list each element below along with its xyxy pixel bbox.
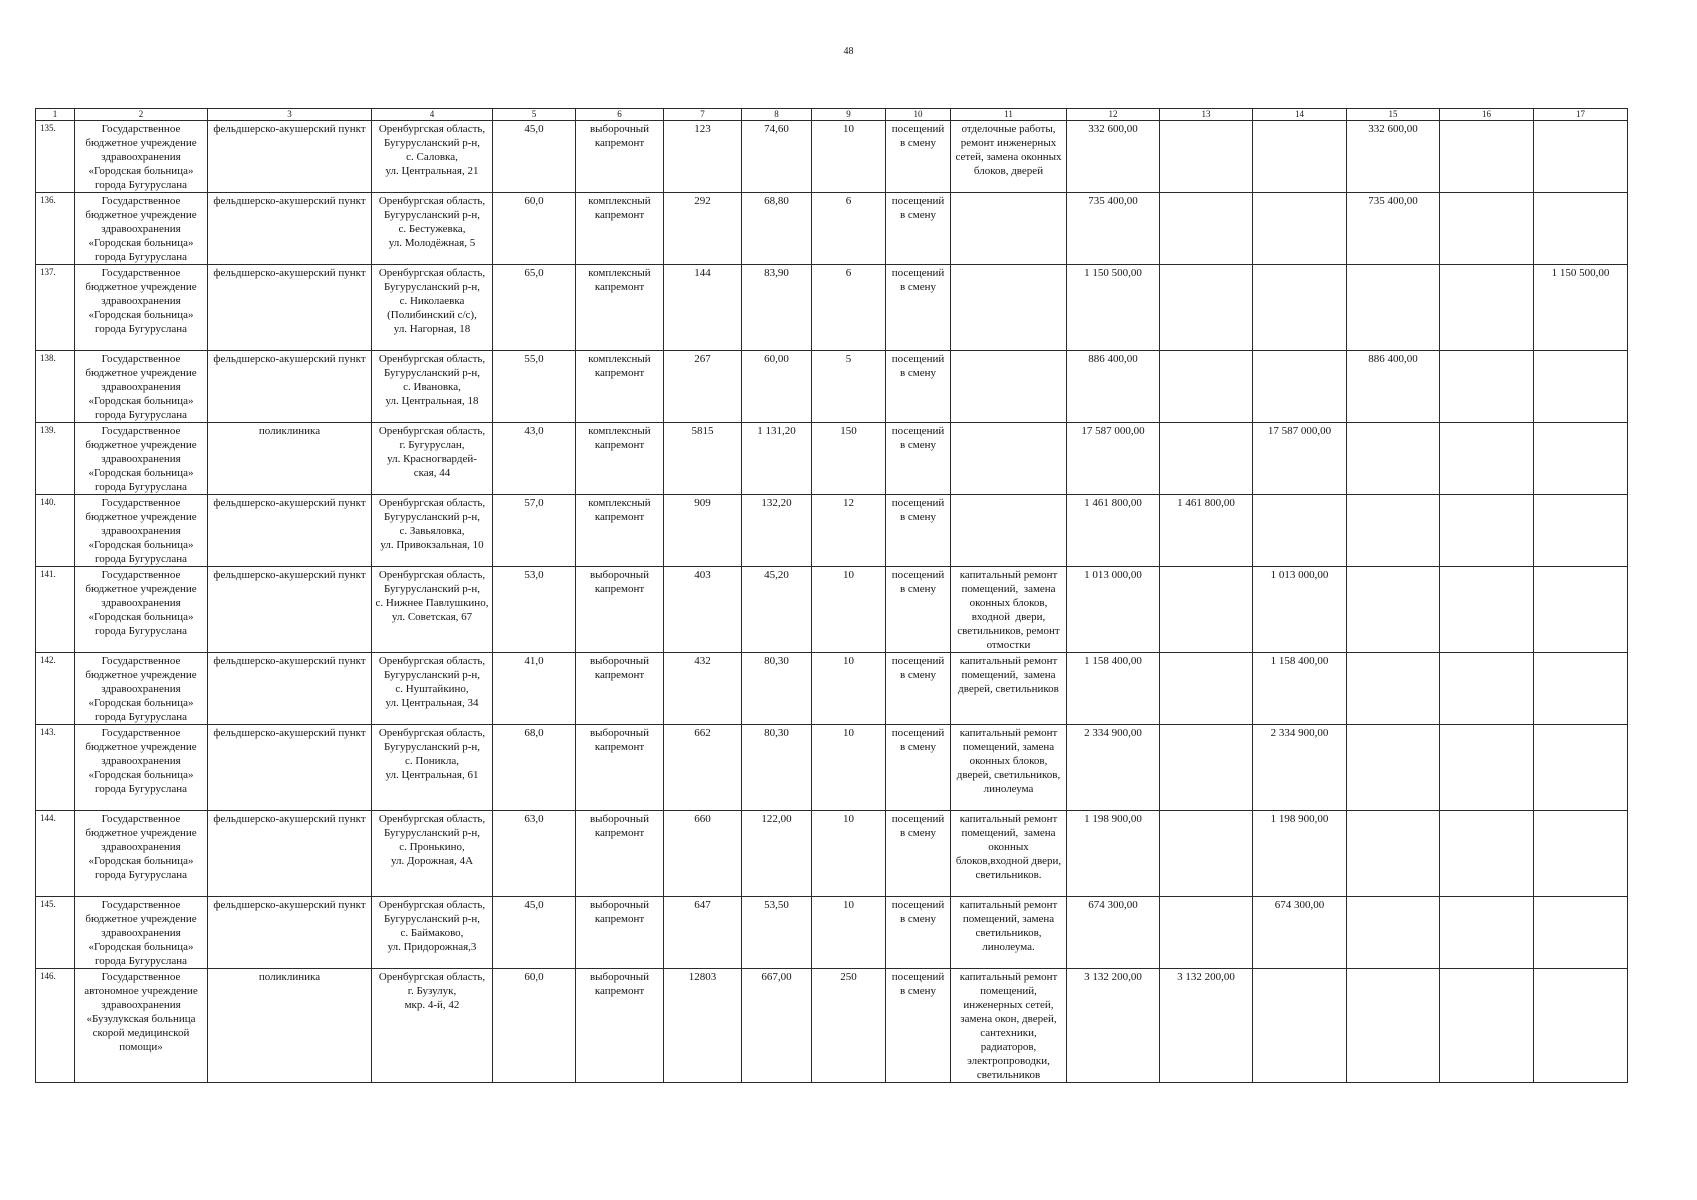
unit-cell: посещений в смену: [886, 193, 951, 265]
col7-value-cell: 292: [664, 193, 742, 265]
col13-amount-cell: [1160, 725, 1253, 811]
col9-value-cell: 150: [812, 423, 886, 495]
col15-amount-cell: [1347, 897, 1440, 969]
institution-cell: Государственное бюджетное учреждение здравоохранения «Городская больница» города Бугуруслана: [75, 725, 208, 811]
row-number-cell: 139.: [36, 423, 75, 495]
facility-type-cell: фельдшерско-акушерский пункт: [208, 495, 372, 567]
col8-value-cell: 53,50: [742, 897, 812, 969]
repair-type-cell: выборочный капремонт: [576, 653, 664, 725]
works-description-cell: [951, 495, 1067, 567]
column-number-header: 5: [493, 109, 576, 121]
column-number-header: 4: [372, 109, 493, 121]
institution-cell: Государственное бюджетное учреждение здравоохранения «Городская больница» города Бугуруслана: [75, 495, 208, 567]
col14-amount-cell: 674 300,00: [1253, 897, 1347, 969]
col14-amount-cell: [1253, 193, 1347, 265]
institution-cell: Государственное бюджетное учреждение здравоохранения «Городская больница» города Бугуруслана: [75, 653, 208, 725]
col7-value-cell: 660: [664, 811, 742, 897]
works-description-cell: капитальный ремонт помещений, замена оконных блоков, входной двери, светильников, ремонт отмостки: [951, 567, 1067, 653]
col16-amount-cell: [1440, 811, 1534, 897]
col8-value-cell: 667,00: [742, 969, 812, 1083]
col13-amount-cell: [1160, 351, 1253, 423]
table-row: [36, 265, 1628, 351]
total-amount-cell: 17 587 000,00: [1067, 423, 1160, 495]
table-row: [36, 567, 1628, 653]
repair-type-cell: комплексный капремонт: [576, 495, 664, 567]
address-cell: Оренбургская область, Бугурусланский р-н, с. Ивановка, ул. Центральная, 18: [372, 351, 493, 423]
row-number-cell: 145.: [36, 897, 75, 969]
col14-amount-cell: [1253, 495, 1347, 567]
row-number-cell: 140.: [36, 495, 75, 567]
col13-amount-cell: [1160, 193, 1253, 265]
col17-amount-cell: [1534, 969, 1628, 1083]
col13-amount-cell: [1160, 121, 1253, 193]
col8-value-cell: 80,30: [742, 653, 812, 725]
unit-cell: посещений в смену: [886, 653, 951, 725]
col5-value-cell: 60,0: [493, 969, 576, 1083]
total-amount-cell: 1 158 400,00: [1067, 653, 1160, 725]
address-cell: Оренбургская область, г. Бузулук, мкр. 4-й, 42: [372, 969, 493, 1083]
works-description-cell: капитальный ремонт помещений, замена оконных блоков, дверей, светильников, линолеума: [951, 725, 1067, 811]
col9-value-cell: 250: [812, 969, 886, 1083]
col14-amount-cell: 1 158 400,00: [1253, 653, 1347, 725]
column-number-header: 10: [886, 109, 951, 121]
repair-type-cell: выборочный капремонт: [576, 897, 664, 969]
column-number-header: 13: [1160, 109, 1253, 121]
col8-value-cell: 132,20: [742, 495, 812, 567]
row-number-cell: 135.: [36, 121, 75, 193]
col7-value-cell: 12803: [664, 969, 742, 1083]
col14-amount-cell: 1 198 900,00: [1253, 811, 1347, 897]
col17-amount-cell: [1534, 567, 1628, 653]
table-row: [36, 193, 1628, 265]
col5-value-cell: 60,0: [493, 193, 576, 265]
col5-value-cell: 63,0: [493, 811, 576, 897]
col13-amount-cell: 1 461 800,00: [1160, 495, 1253, 567]
unit-cell: посещений в смену: [886, 495, 951, 567]
works-description-cell: капитальный ремонт помещений, инженерных сетей, замена окон, дверей, сантехники, радиаторов, электропроводки, светильников: [951, 969, 1067, 1083]
col9-value-cell: 10: [812, 121, 886, 193]
row-number-cell: 141.: [36, 567, 75, 653]
col17-amount-cell: [1534, 351, 1628, 423]
col9-value-cell: 10: [812, 897, 886, 969]
table-row: [36, 653, 1628, 725]
col15-amount-cell: [1347, 969, 1440, 1083]
repair-type-cell: выборочный капремонт: [576, 969, 664, 1083]
facility-type-cell: фельдшерско-акушерский пункт: [208, 653, 372, 725]
col13-amount-cell: 3 132 200,00: [1160, 969, 1253, 1083]
total-amount-cell: 735 400,00: [1067, 193, 1160, 265]
total-amount-cell: 3 132 200,00: [1067, 969, 1160, 1083]
col17-amount-cell: [1534, 121, 1628, 193]
col5-value-cell: 43,0: [493, 423, 576, 495]
address-cell: Оренбургская область, г. Бугуруслан, ул. Красногвардей- ская, 44: [372, 423, 493, 495]
row-number-cell: 138.: [36, 351, 75, 423]
repair-type-cell: комплексный капремонт: [576, 193, 664, 265]
col9-value-cell: 10: [812, 811, 886, 897]
col7-value-cell: 144: [664, 265, 742, 351]
col16-amount-cell: [1440, 121, 1534, 193]
col13-amount-cell: [1160, 265, 1253, 351]
column-number-header: 7: [664, 109, 742, 121]
repair-type-cell: выборочный капремонт: [576, 725, 664, 811]
table-row: [36, 811, 1628, 897]
works-description-cell: [951, 193, 1067, 265]
unit-cell: посещений в смену: [886, 811, 951, 897]
col13-amount-cell: [1160, 567, 1253, 653]
col15-amount-cell: [1347, 811, 1440, 897]
address-cell: Оренбургская область, Бугурусланский р-н, с. Баймаково, ул. Придорожная,3: [372, 897, 493, 969]
col8-value-cell: 83,90: [742, 265, 812, 351]
facility-type-cell: фельдшерско-акушерский пункт: [208, 351, 372, 423]
col8-value-cell: 45,20: [742, 567, 812, 653]
col8-value-cell: 60,00: [742, 351, 812, 423]
col7-value-cell: 123: [664, 121, 742, 193]
col14-amount-cell: 1 013 000,00: [1253, 567, 1347, 653]
unit-cell: посещений в смену: [886, 567, 951, 653]
works-description-cell: капитальный ремонт помещений, замена оконных блоков,входной двери, светильников.: [951, 811, 1067, 897]
col16-amount-cell: [1440, 725, 1534, 811]
col17-amount-cell: [1534, 423, 1628, 495]
col9-value-cell: 6: [812, 193, 886, 265]
column-number-row: [36, 109, 1628, 121]
institution-cell: Государственное бюджетное учреждение здравоохранения «Городская больница» города Бугуруслана: [75, 897, 208, 969]
repair-type-cell: выборочный капремонт: [576, 811, 664, 897]
column-number-header: 8: [742, 109, 812, 121]
institution-cell: Государственное бюджетное учреждение здравоохранения «Городская больница» города Бугуруслана: [75, 193, 208, 265]
column-number-header: 16: [1440, 109, 1534, 121]
row-number-cell: 136.: [36, 193, 75, 265]
col17-amount-cell: [1534, 897, 1628, 969]
col14-amount-cell: 17 587 000,00: [1253, 423, 1347, 495]
unit-cell: посещений в смену: [886, 351, 951, 423]
col17-amount-cell: [1534, 495, 1628, 567]
col15-amount-cell: [1347, 725, 1440, 811]
col15-amount-cell: 332 600,00: [1347, 121, 1440, 193]
total-amount-cell: 1 461 800,00: [1067, 495, 1160, 567]
col8-value-cell: 80,30: [742, 725, 812, 811]
facility-type-cell: фельдшерско-акушерский пункт: [208, 725, 372, 811]
facility-type-cell: фельдшерско-акушерский пункт: [208, 897, 372, 969]
table-row: [36, 121, 1628, 193]
column-number-header: 14: [1253, 109, 1347, 121]
col15-amount-cell: [1347, 653, 1440, 725]
col7-value-cell: 403: [664, 567, 742, 653]
col16-amount-cell: [1440, 897, 1534, 969]
works-description-cell: [951, 423, 1067, 495]
col7-value-cell: 662: [664, 725, 742, 811]
column-number-header: 1: [36, 109, 75, 121]
col14-amount-cell: [1253, 351, 1347, 423]
col5-value-cell: 41,0: [493, 653, 576, 725]
row-number-cell: 146.: [36, 969, 75, 1083]
col5-value-cell: 65,0: [493, 265, 576, 351]
table-row: [36, 969, 1628, 1083]
col9-value-cell: 10: [812, 725, 886, 811]
col17-amount-cell: [1534, 193, 1628, 265]
col7-value-cell: 5815: [664, 423, 742, 495]
institution-cell: Государственное бюджетное учреждение здравоохранения «Городская больница» города Бугуруслана: [75, 351, 208, 423]
page-number: 48: [843, 46, 854, 57]
column-number-header: 2: [75, 109, 208, 121]
col14-amount-cell: [1253, 265, 1347, 351]
unit-cell: посещений в смену: [886, 897, 951, 969]
col9-value-cell: 5: [812, 351, 886, 423]
works-description-cell: капитальный ремонт помещений, замена светильников, линолеума.: [951, 897, 1067, 969]
col5-value-cell: 57,0: [493, 495, 576, 567]
address-cell: Оренбургская область, Бугурусланский р-н, с. Бестужевка, ул. Молодёжная, 5: [372, 193, 493, 265]
row-number-cell: 137.: [36, 265, 75, 351]
col7-value-cell: 267: [664, 351, 742, 423]
address-cell: Оренбургская область, Бугурусланский р-н, с. Завьяловка, ул. Привокзальная, 10: [372, 495, 493, 567]
institution-cell: Государственное бюджетное учреждение здравоохранения «Городская больница» города Бугуруслана: [75, 567, 208, 653]
column-number-header: 6: [576, 109, 664, 121]
facility-type-cell: фельдшерско-акушерский пункт: [208, 567, 372, 653]
total-amount-cell: 1 013 000,00: [1067, 567, 1160, 653]
col15-amount-cell: [1347, 567, 1440, 653]
repair-type-cell: комплексный капремонт: [576, 265, 664, 351]
works-description-cell: [951, 265, 1067, 351]
total-amount-cell: 332 600,00: [1067, 121, 1160, 193]
facility-type-cell: фельдшерско-акушерский пункт: [208, 121, 372, 193]
table-row: [36, 495, 1628, 567]
col14-amount-cell: 2 334 900,00: [1253, 725, 1347, 811]
row-number-cell: 143.: [36, 725, 75, 811]
col14-amount-cell: [1253, 969, 1347, 1083]
table-header: [36, 109, 1628, 121]
col15-amount-cell: 735 400,00: [1347, 193, 1440, 265]
address-cell: Оренбургская область, Бугурусланский р-н, с. Поникла, ул. Центральная, 61: [372, 725, 493, 811]
table-row: [36, 351, 1628, 423]
col7-value-cell: 647: [664, 897, 742, 969]
col8-value-cell: 122,00: [742, 811, 812, 897]
col8-value-cell: 1 131,20: [742, 423, 812, 495]
col16-amount-cell: [1440, 495, 1534, 567]
column-number-header: 12: [1067, 109, 1160, 121]
col13-amount-cell: [1160, 653, 1253, 725]
address-cell: Оренбургская область, Бугурусланский р-н, с. Нижнее Павлушкино, ул. Советская, 67: [372, 567, 493, 653]
works-description-cell: капитальный ремонт помещений, замена дверей, светильников: [951, 653, 1067, 725]
col16-amount-cell: [1440, 193, 1534, 265]
facility-type-cell: фельдшерско-акушерский пункт: [208, 265, 372, 351]
unit-cell: посещений в смену: [886, 265, 951, 351]
col15-amount-cell: [1347, 423, 1440, 495]
col16-amount-cell: [1440, 265, 1534, 351]
table-body: [36, 121, 1628, 1083]
address-cell: Оренбургская область, Бугурусланский р-н, с. Нуштайкино, ул. Центральная, 34: [372, 653, 493, 725]
column-number-header: 9: [812, 109, 886, 121]
col8-value-cell: 74,60: [742, 121, 812, 193]
col9-value-cell: 10: [812, 567, 886, 653]
table-row: [36, 725, 1628, 811]
total-amount-cell: 2 334 900,00: [1067, 725, 1160, 811]
repair-program-table: [35, 108, 1628, 1083]
facility-type-cell: поликлиника: [208, 969, 372, 1083]
col15-amount-cell: [1347, 265, 1440, 351]
col17-amount-cell: [1534, 811, 1628, 897]
unit-cell: посещений в смену: [886, 121, 951, 193]
column-number-header: 3: [208, 109, 372, 121]
column-number-header: 17: [1534, 109, 1628, 121]
unit-cell: посещений в смену: [886, 423, 951, 495]
address-cell: Оренбургская область, Бугурусланский р-н, с. Саловка, ул. Центральная, 21: [372, 121, 493, 193]
column-number-header: 15: [1347, 109, 1440, 121]
row-number-cell: 144.: [36, 811, 75, 897]
col9-value-cell: 6: [812, 265, 886, 351]
col8-value-cell: 68,80: [742, 193, 812, 265]
column-number-header: 11: [951, 109, 1067, 121]
col13-amount-cell: [1160, 811, 1253, 897]
col13-amount-cell: [1160, 423, 1253, 495]
total-amount-cell: 886 400,00: [1067, 351, 1160, 423]
col16-amount-cell: [1440, 969, 1534, 1083]
col17-amount-cell: 1 150 500,00: [1534, 265, 1628, 351]
repair-type-cell: выборочный капремонт: [576, 567, 664, 653]
col9-value-cell: 12: [812, 495, 886, 567]
col5-value-cell: 55,0: [493, 351, 576, 423]
col17-amount-cell: [1534, 725, 1628, 811]
total-amount-cell: 1 150 500,00: [1067, 265, 1160, 351]
total-amount-cell: 674 300,00: [1067, 897, 1160, 969]
col5-value-cell: 45,0: [493, 121, 576, 193]
col5-value-cell: 45,0: [493, 897, 576, 969]
facility-type-cell: поликлиника: [208, 423, 372, 495]
col5-value-cell: 68,0: [493, 725, 576, 811]
col16-amount-cell: [1440, 423, 1534, 495]
table-row: [36, 423, 1628, 495]
table-row: [36, 897, 1628, 969]
total-amount-cell: 1 198 900,00: [1067, 811, 1160, 897]
institution-cell: Государственное бюджетное учреждение здравоохранения «Городская больница» города Бугуруслана: [75, 121, 208, 193]
col16-amount-cell: [1440, 653, 1534, 725]
address-cell: Оренбургская область, Бугурусланский р-н, с. Пронькино, ул. Дорожная, 4А: [372, 811, 493, 897]
address-cell: Оренбургская область, Бугурусланский р-н, с. Николаевка (Полибинский с/с), ул. Нагорная, 18: [372, 265, 493, 351]
institution-cell: Государственное бюджетное учреждение здравоохранения «Городская больница» города Бугуруслана: [75, 811, 208, 897]
col16-amount-cell: [1440, 351, 1534, 423]
institution-cell: Государственное бюджетное учреждение здравоохранения «Городская больница» города Бугуруслана: [75, 265, 208, 351]
works-description-cell: [951, 351, 1067, 423]
col15-amount-cell: [1347, 495, 1440, 567]
col7-value-cell: 909: [664, 495, 742, 567]
unit-cell: посещений в смену: [886, 725, 951, 811]
col9-value-cell: 10: [812, 653, 886, 725]
col15-amount-cell: 886 400,00: [1347, 351, 1440, 423]
facility-type-cell: фельдшерско-акушерский пункт: [208, 193, 372, 265]
unit-cell: посещений в смену: [886, 969, 951, 1083]
col17-amount-cell: [1534, 653, 1628, 725]
repair-type-cell: выборочный капремонт: [576, 121, 664, 193]
row-number-cell: 142.: [36, 653, 75, 725]
repair-type-cell: комплексный капремонт: [576, 351, 664, 423]
repair-type-cell: комплексный капремонт: [576, 423, 664, 495]
col13-amount-cell: [1160, 897, 1253, 969]
col14-amount-cell: [1253, 121, 1347, 193]
institution-cell: Государственное автономное учреждение здравоохранения «Бузулукская больница скорой медицинской помощи»: [75, 969, 208, 1083]
institution-cell: Государственное бюджетное учреждение здравоохранения «Городская больница» города Бугуруслана: [75, 423, 208, 495]
works-description-cell: отделочные работы, ремонт инженерных сетей, замена оконных блоков, дверей: [951, 121, 1067, 193]
col16-amount-cell: [1440, 567, 1534, 653]
col5-value-cell: 53,0: [493, 567, 576, 653]
col7-value-cell: 432: [664, 653, 742, 725]
facility-type-cell: фельдшерско-акушерский пункт: [208, 811, 372, 897]
